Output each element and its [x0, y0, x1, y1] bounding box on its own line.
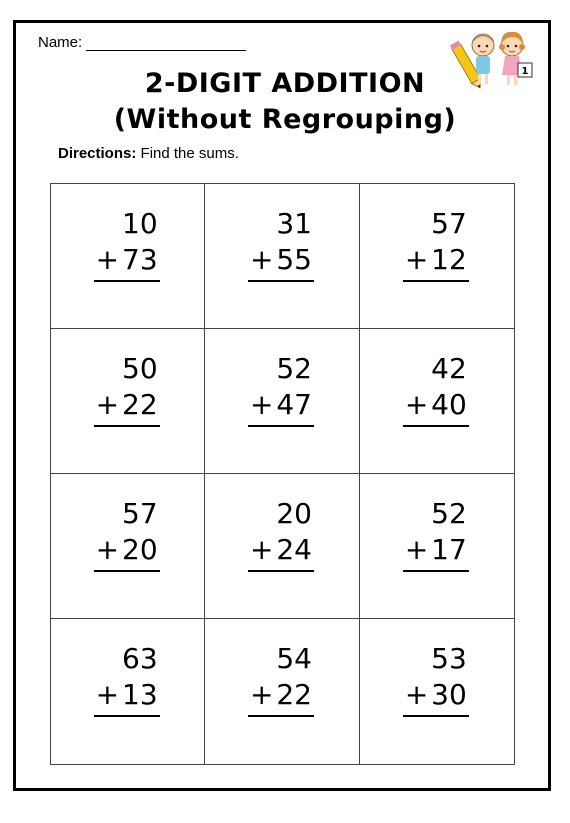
addition-problem	[250, 641, 314, 717]
answer-line[interactable]	[94, 715, 160, 717]
addend-bottom: 12	[431, 243, 467, 276]
addend-bottom: 22	[122, 388, 158, 421]
addend-top: 31	[276, 207, 312, 240]
addend-bottom: 22	[276, 678, 312, 711]
addend-bottom: 24	[276, 533, 312, 566]
plus-sign: +	[95, 388, 120, 421]
problem-cell	[51, 329, 205, 474]
addition-problem	[405, 206, 469, 282]
badge-number: 1	[521, 66, 529, 77]
addition-problem	[96, 351, 160, 427]
plus-sign: +	[249, 678, 274, 711]
addend-top: 42	[431, 352, 467, 385]
addend-bottom: 47	[276, 388, 312, 421]
addition-problem	[250, 351, 314, 427]
problem-cell	[205, 619, 359, 764]
problem-cell	[51, 184, 205, 329]
plus-sign: +	[404, 533, 429, 566]
name-blank-line[interactable]	[86, 36, 246, 51]
plus-sign: +	[404, 388, 429, 421]
addend-bottom: 30	[431, 678, 467, 711]
plus-sign: +	[95, 533, 120, 566]
directions-label: Directions:	[58, 145, 137, 162]
addition-problem	[405, 641, 469, 717]
addend-top: 52	[276, 352, 312, 385]
problem-cell	[360, 474, 514, 619]
answer-line[interactable]	[248, 715, 314, 717]
addition-problem	[96, 641, 160, 717]
addend-top: 52	[431, 497, 467, 530]
plus-sign: +	[95, 243, 120, 276]
worksheet-subtitle: (Without Regrouping)	[113, 104, 457, 135]
plus-sign: +	[249, 243, 274, 276]
answer-line[interactable]	[94, 570, 160, 572]
addend-bottom: 17	[431, 533, 467, 566]
problem-cell	[205, 184, 359, 329]
answer-line[interactable]	[403, 425, 469, 427]
addition-problem	[250, 496, 314, 572]
problem-cell	[205, 329, 359, 474]
addend-top: 57	[122, 497, 158, 530]
name-label: Name:	[38, 34, 83, 51]
answer-line[interactable]	[248, 280, 314, 282]
problem-cell	[205, 474, 359, 619]
answer-line[interactable]	[248, 570, 314, 572]
addend-top: 54	[276, 642, 312, 675]
addend-bottom: 55	[276, 243, 312, 276]
plus-sign: +	[249, 533, 274, 566]
addend-top: 53	[431, 642, 467, 675]
addend-bottom: 13	[122, 678, 158, 711]
answer-line[interactable]	[403, 570, 469, 572]
addend-bottom: 73	[122, 243, 158, 276]
worksheet-title: 2-DIGIT ADDITION	[144, 68, 426, 99]
addend-top: 63	[122, 642, 158, 675]
addend-top: 20	[276, 497, 312, 530]
plus-sign: +	[249, 388, 274, 421]
problem-cell	[360, 184, 514, 329]
addend-top: 10	[122, 207, 158, 240]
addend-bottom: 40	[431, 388, 467, 421]
problem-cell	[360, 619, 514, 764]
answer-line[interactable]	[94, 280, 160, 282]
problem-cell	[360, 329, 514, 474]
addend-bottom: 20	[122, 533, 158, 566]
addition-problem	[405, 351, 469, 427]
problems-grid	[50, 183, 515, 765]
addend-top: 57	[431, 207, 467, 240]
name-field-row	[38, 34, 246, 51]
answer-line[interactable]	[403, 715, 469, 717]
directions	[58, 145, 239, 162]
plus-sign: +	[404, 678, 429, 711]
addend-top: 50	[122, 352, 158, 385]
addition-problem	[405, 496, 469, 572]
answer-line[interactable]	[403, 280, 469, 282]
plus-sign: +	[95, 678, 120, 711]
problem-cell	[51, 474, 205, 619]
answer-line[interactable]	[94, 425, 160, 427]
plus-sign: +	[404, 243, 429, 276]
addition-problem	[96, 496, 160, 572]
addition-problem	[96, 206, 160, 282]
directions-text: Find the sums.	[140, 145, 239, 162]
problem-cell	[51, 619, 205, 764]
addition-problem	[250, 206, 314, 282]
answer-line[interactable]	[248, 425, 314, 427]
